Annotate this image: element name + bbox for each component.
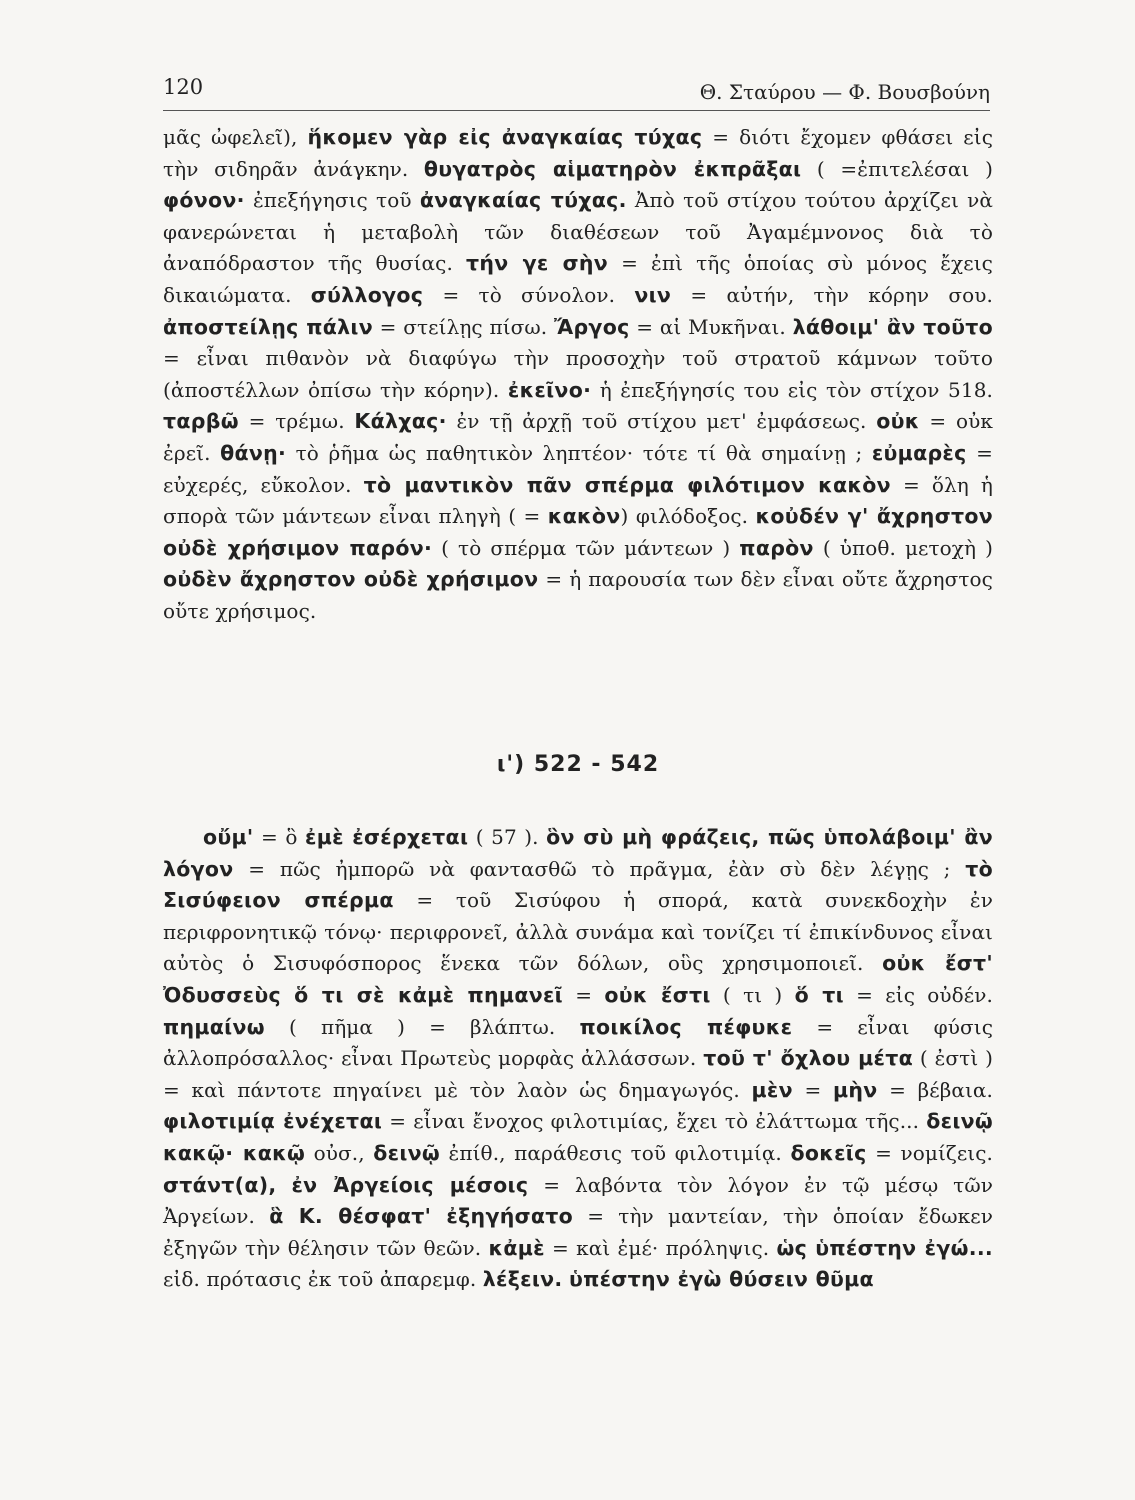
lemma-term: τοῦ τ' ὄχλου μέτα	[703, 1046, 914, 1071]
commentary-text	[277, 1173, 292, 1197]
commentary-text: ( 57 ).	[468, 825, 547, 849]
commentary-text: = αἱ Μυκῆναι.	[629, 314, 793, 339]
lemma-term: οὐκ ἔστι	[604, 982, 711, 1007]
commentary-text: ἡ ἐπεξήγησίς του εἰς τὸν στίχον 518.	[591, 377, 993, 402]
commentary-text: = διότι ἔχομεν φθάσει εἰς τὴν σιδηρᾶν ἀνάγκην.	[163, 125, 994, 181]
commentary-text: = βέβαια.	[877, 1077, 994, 1102]
commentary-text: = στείλῃς πίσω.	[372, 314, 554, 339]
commentary-text: = ἐπὶ τῆς ὁποίας σὺ μόνος ἔχεις δικαιώματα.	[163, 251, 993, 307]
commentary-text: = ἡ παρουσία των δὲν εἶναι οὔτε ἄχρηστος οὔτε χρήσιμος.	[163, 567, 993, 623]
section-heading: ι') 522 - 542	[496, 752, 660, 777]
commentary-text: = νομίζεις.	[866, 1140, 994, 1165]
lemma-term: οὐδὲν ἄχρηστον οὐδὲ χρήσιμον	[163, 567, 539, 592]
page-number: 120	[163, 75, 204, 99]
commentary-text: =	[792, 1077, 833, 1102]
commentary-text: τὸ ῥῆμα ὡς παθητικὸν ληπτέον· τότε τί θὰ σημαίνῃ ;	[286, 440, 872, 465]
lemma-term: ἃ Κ. θέσφατ' ἐξηγήσατο	[269, 1204, 574, 1229]
lemma-term: κἀμὲ	[488, 1235, 545, 1260]
lemma-term: εὐμαρὲς	[871, 440, 967, 465]
commentary-text: = εἶναι φύσις ἀλλοπρόσαλλος· εἶναι Πρωτεὺς μορφὰς ἀλλάσσων.	[163, 1014, 993, 1071]
commentary-paragraph-1	[163, 122, 993, 628]
commentary-text: = εἶναι ἔνοχος φιλοτιμίας, ἔχει τὸ ἐλάττωμα τῆς...	[382, 1109, 927, 1134]
lemma-term: θάνῃ·	[220, 440, 287, 465]
commentary-text: = ὃ	[253, 825, 305, 849]
lemma-term: δεινῷ	[373, 1140, 440, 1165]
commentary-text: = εἶναι πιθανὸν νὰ διαφύγω τὴν προσοχὴν τοῦ στρατοῦ κάμνων τοῦτο (ἀποστέλλων ὀπίσω τὴν κόρην).	[163, 346, 993, 402]
lemma-term: ποικίλος πέφυκε	[579, 1014, 793, 1039]
lemma-term: φιλοτιμίᾳ ἐνέχεται	[163, 1109, 383, 1134]
lemma-term: τήν γε σὴν	[465, 251, 609, 276]
lemma-term: μὴν	[832, 1077, 878, 1102]
commentary-text: =	[562, 982, 605, 1007]
lemma-term: θυγατρὸς αἱματηρὸν ἐκπρᾶξαι	[423, 156, 802, 181]
commentary-text: ( ἐστὶ ) = καὶ πάντοτε πηγαίνει μὲ τὸν λαὸν ὡς δημαγωγός.	[163, 1046, 994, 1102]
lemma-term: λέξειν.	[482, 1267, 563, 1292]
lemma-term: ὡς ὑπέστην ἐγώ...	[776, 1235, 993, 1260]
lemma-term: δοκεῖς	[790, 1140, 867, 1165]
commentary-text: = τὸ σύνολον.	[423, 282, 635, 307]
commentary-text: = αὐτήν, τὴν κόρην σου.	[671, 282, 993, 307]
lemma-term: ἀποστείλῃς πάλιν	[163, 314, 373, 339]
commentary-text: = τρέμω.	[238, 409, 355, 434]
lemma-term: παρὸν	[739, 535, 814, 560]
commentary-text: ἐπίθ., παράθεσις τοῦ φιλοτιμίᾳ.	[440, 1140, 791, 1165]
commentary-text: ἐπεξήγησις τοῦ	[244, 188, 420, 213]
commentary-text: εἰδ. πρότασις ἐκ τοῦ ἀπαρεμφ.	[163, 1267, 483, 1292]
lemma-term: τὸ μαντικὸν πᾶν σπέρμα φιλότιμον κακὸν	[363, 472, 891, 497]
lemma-term: κοὐδέν γ' ἄχρηστον οὐδὲ χρήσιμον παρόν·	[163, 504, 993, 560]
header-rule	[163, 110, 990, 111]
commentary-text: ( ὑποθ. μετοχὴ )	[813, 535, 993, 560]
lemma-term: πημαίνω	[163, 1014, 265, 1039]
lemma-term: ἐν Ἀργείοις μέσοις	[291, 1172, 529, 1197]
lemma-term: δεινῷ κακῷ· κακῷ	[163, 1109, 994, 1165]
lemma-term: ὅ τι	[794, 982, 844, 1007]
lemma-term: ταρβῶ	[163, 409, 239, 434]
commentary-text: = καὶ ἐμέ· πρόληψις.	[544, 1235, 777, 1260]
commentary-text: ἐν τῇ ἀρχῇ τοῦ στίχου μετ' ἐμφάσεως.	[446, 409, 877, 434]
commentary-text: = εὐχερές, εὔκολον.	[163, 440, 993, 497]
commentary-text: = οὐκ ἐρεῖ.	[163, 409, 993, 465]
lemma-term: μὲν	[751, 1077, 793, 1102]
lemma-term: κακὸν	[547, 504, 621, 529]
commentary-text: = πῶς ἠμπορῶ νὰ φαντασθῶ τὸ πρᾶγμα, ἐὰν σὺ δὲν λέγῃς ;	[233, 856, 966, 881]
lemma-term: φόνον·	[163, 188, 245, 213]
lemma-term: ὑπέστην ἐγὼ θύσειν θῦμα	[568, 1267, 874, 1292]
commentary-text: = ὅλη ἡ σπορὰ τῶν μάντεων εἶναι πληγὴ ( =	[163, 472, 993, 529]
commentary-paragraph-2	[163, 822, 993, 1296]
lemma-term: ἀναγκαίας τύχας.	[419, 188, 627, 213]
commentary-text: ( =ἐπιτελέσαι )	[801, 156, 993, 181]
commentary-text: = λαβόντα τὸν λόγον ἐν τῷ μέσῳ τῶν Ἀργείων.	[163, 1172, 994, 1229]
lemma-term: ἥκομεν γὰρ εἰς ἀναγκαίας τύχας	[307, 125, 703, 149]
lemma-term: Κάλχας·	[354, 409, 447, 434]
lemma-term: λάθοιμ' ἂν τοῦτο	[792, 314, 993, 339]
commentary-text: Ἀπὸ τοῦ στίχου τούτου ἀρχίζει νὰ φανερώνεται ἡ μεταβολὴ τῶν διαθέσεων τοῦ Ἀγαμέμνονος διὰ τὸ ἀναπόδραστον τῆς θυσίας.	[163, 188, 993, 276]
commentary-text: ( τι )	[710, 982, 795, 1007]
lemma-term: οὐκ ἔστ' Ὀδυσσεὺς ὅ τι σὲ κἀμὲ πημανεῖ	[163, 951, 994, 1007]
lemma-term: στάντ(α),	[163, 1172, 277, 1197]
commentary-text: = τὴν μαντείαν, τὴν ὁποίαν ἔδωκεν ἐξηγῶν τὴν θέλησιν τῶν θεῶν.	[163, 1204, 993, 1260]
lemma-term: ἐκεῖνο·	[507, 377, 592, 402]
commentary-text: = τοῦ Σισύφου ἡ σπορά, κατὰ συνεκδοχὴν ἐν περιφρονητικῷ τόνῳ· περιφρονεῖ, ἀλλὰ συνάμα καὶ τονίζει τί ἐπικίνδυνος εἶναι αὐτὸς ὁ Σισυφόσπορος ἕνεκα τῶν δόλων, οὓς χρησιμοποιεῖ.	[163, 888, 993, 976]
lemma-term: οὐκ	[876, 409, 920, 434]
running-head: Θ. Σταύρου — Φ. Βουσβούνη	[699, 80, 990, 104]
lemma-term: νιν	[634, 282, 672, 307]
commentary-text: οὐσ.,	[305, 1140, 374, 1165]
lemma-term: ὃν σὺ μὴ φράζεις, πῶς ὑπολάβοιμ' ἂν λόγον	[163, 825, 994, 881]
lemma-term: οὔμ'	[203, 825, 254, 849]
lemma-term: σύλλογος	[310, 282, 424, 307]
lemma-term: Ἄργος	[553, 314, 630, 339]
commentary-text: ( πῆμα ) = βλάπτω.	[264, 1014, 580, 1039]
commentary-text: ( τὸ σπέρμα τῶν μάντεων )	[432, 535, 740, 560]
commentary-text: ) φιλόδοξος.	[620, 504, 756, 529]
commentary-text: μᾶς ὠφελεῖ),	[163, 125, 308, 149]
lemma-term: ἐμὲ ἐσέρχεται	[305, 825, 469, 849]
commentary-text: = εἰς οὐδέν.	[843, 982, 993, 1007]
lemma-term: τὸ Σισύφειον σπέρμα	[163, 856, 993, 913]
